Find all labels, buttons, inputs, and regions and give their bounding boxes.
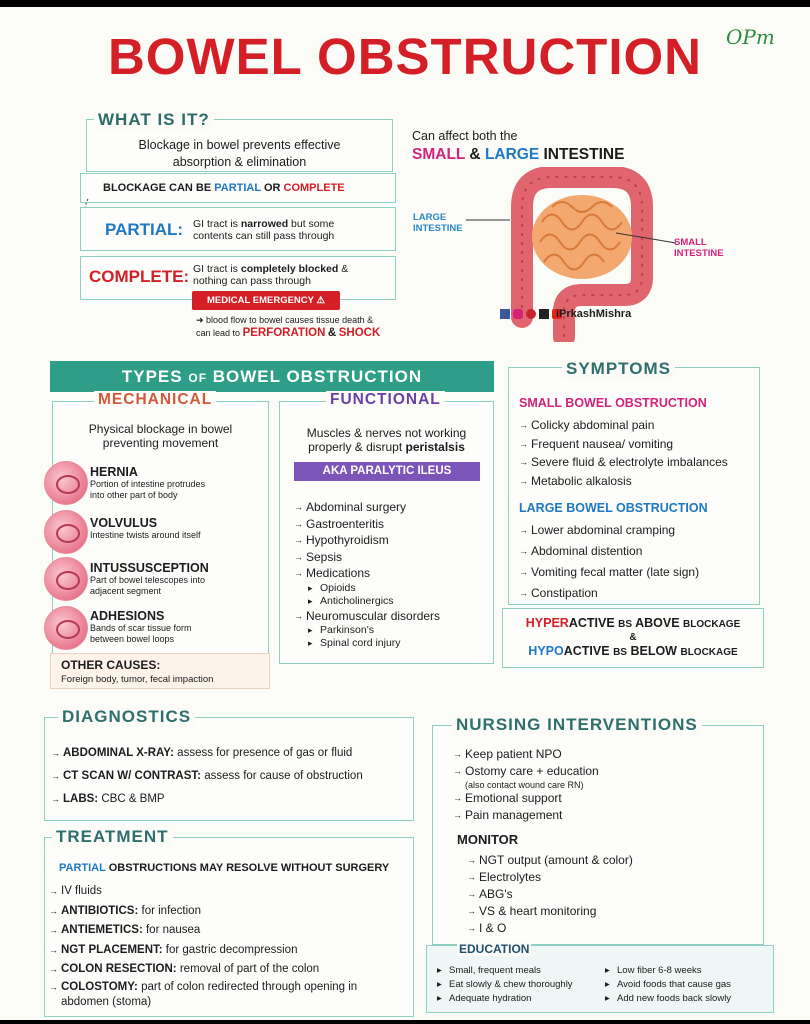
blockage-or: OR	[263, 182, 281, 194]
diagnostics-heading: DIAGNOSTICS	[58, 707, 195, 727]
sbo-list	[519, 416, 728, 490]
list-item: → Sepsis	[294, 549, 440, 566]
paralytic-ileus-badge: AKA PARALYTIC ILEUS	[294, 462, 480, 481]
treatment-note: PARTIAL OBSTRUCTIONS MAY RESOLVE WITHOUT SURGERY	[59, 862, 390, 874]
list-item: ▸ Adequate hydration	[437, 992, 573, 1006]
list-item: → ABG's	[467, 886, 633, 903]
tiktok-icon	[539, 309, 549, 319]
volvulus-icon	[44, 510, 88, 554]
blockage-partial: PARTIAL	[214, 182, 261, 194]
functional-causes-list	[294, 499, 440, 650]
blockage-complete: COMPLETE	[283, 182, 345, 194]
bowel-sounds-box: HYPERACTIVE BS ABOVE BLOCKAGE & HYPOACTIVE BS BELOW BLOCKAGE	[502, 608, 764, 668]
hernia-item: HERNIA Portion of intestine protrudes into other part of body	[90, 465, 206, 500]
infographic-page	[0, 7, 810, 1020]
list-item: ▸ Small, frequent meals	[437, 964, 573, 978]
list-item: ▸ Add new foods back slowly	[605, 992, 731, 1006]
partial-label: PARTIAL:	[105, 220, 184, 239]
list-item: → VS & heart monitoring	[467, 903, 633, 920]
pinterest-icon	[526, 309, 536, 319]
small-intestine-label: SMALL INTESTINE	[674, 237, 724, 259]
partial-description: GI tract is narrowed but some contents can still pass through	[193, 218, 335, 242]
list-item: ▸ Parkinson's	[308, 624, 440, 637]
intussusception-item: INTUSSUSCEPTION Part of bowel telescopes into adjacent segment	[90, 561, 209, 596]
list-item: → COLOSTOMY: part of colon redirected through opening in abdomen (stoma)	[49, 980, 357, 1010]
lbo-list	[519, 520, 699, 604]
list-item: → Neuromuscular disorders ▸ Parkinson's ▸ Spinal cord injury	[294, 608, 440, 651]
list-item: → Keep patient NPO	[453, 746, 599, 763]
list-item: → NGT PLACEMENT: for gastric decompression	[49, 941, 357, 961]
nursing-list	[453, 746, 599, 824]
list-item: ▸ Low fiber 6-8 weeks	[605, 964, 731, 978]
large-intestine-label: LARGE INTESTINE	[413, 212, 463, 234]
intestine-headline: SMALL & LARGE INTESTINE	[412, 146, 625, 163]
list-item: → Abdominal surgery	[294, 499, 440, 516]
list-item: → CT SCAN W/ CONTRAST: assess for cause of obstruction	[51, 765, 363, 788]
list-item: ▸ Eat slowly & chew thoroughly	[437, 978, 573, 992]
education-list-right	[605, 964, 731, 1006]
list-item: → Abdominal distention	[519, 541, 699, 562]
functional-box	[279, 401, 494, 664]
list-item: ▸ Avoid foods that cause gas	[605, 978, 731, 992]
list-item: → Frequent nausea/ vomiting	[519, 435, 728, 454]
nursing-heading: NURSING INTERVENTIONS	[452, 715, 702, 735]
list-item: → Gastroenteritis	[294, 516, 440, 533]
education-heading: EDUCATION	[459, 942, 530, 956]
hernia-icon	[44, 461, 88, 505]
education-box	[426, 942, 774, 1013]
list-item: → Hypothyroidism	[294, 532, 440, 549]
list-item: → Constipation	[519, 583, 699, 604]
list-item: → Severe fluid & electrolyte imbalances	[519, 453, 728, 472]
list-item: → Electrolytes	[467, 869, 633, 886]
facebook-icon	[500, 309, 510, 319]
adhesions-item: ADHESIONS Bands of scar tissue form between bowel loops	[90, 609, 192, 644]
types-banner: TYPES OF BOWEL OBSTRUCTION	[50, 361, 494, 392]
list-item: → ABDOMINAL X-RAY: assess for presence of gas or fluid	[51, 742, 363, 765]
list-item: → Emotional support	[453, 790, 599, 807]
monitor-list	[467, 852, 633, 937]
diagnostics-box	[44, 717, 414, 821]
list-item: → COLON RESECTION: removal of part of the colon	[49, 960, 357, 980]
social-icons	[500, 309, 562, 319]
symptoms-heading: SYMPTOMS	[562, 359, 675, 379]
list-item: → LABS: CBC & BMP	[51, 788, 363, 811]
instagram-icon	[513, 309, 523, 319]
treatment-heading: TREATMENT	[52, 827, 173, 847]
list-item: → Colicky abdominal pain	[519, 416, 728, 435]
mechanical-description: Physical blockage in bowel preventing movement	[88, 422, 233, 450]
list-item: → I & O	[467, 920, 633, 937]
complete-label: COMPLETE:	[89, 267, 190, 286]
list-item: → ANTIBIOTICS: for infection	[49, 902, 357, 922]
author-handle: iPrkashMishra	[556, 308, 632, 320]
lbo-heading: LARGE BOWEL OBSTRUCTION	[519, 501, 708, 515]
list-item: ▸ Spinal cord injury	[308, 637, 440, 650]
list-item: → Metabolic alkalosis	[519, 472, 728, 491]
mechanical-heading: MECHANICAL	[94, 391, 216, 409]
list-item: → NGT output (amount & color)	[467, 852, 633, 869]
list-item: → Ostomy care + education (also contact wound care RN)	[453, 763, 599, 790]
page-title: BOWEL OBSTRUCTION	[107, 28, 703, 85]
functional-heading: FUNCTIONAL	[326, 391, 445, 409]
list-item: → Pain management	[453, 807, 599, 824]
list-item: → Vomiting fecal matter (late sign)	[519, 562, 699, 583]
other-causes-box: OTHER CAUSES: Foreign body, tumor, fecal impaction	[50, 653, 270, 689]
label-pointer-lines	[466, 215, 696, 255]
warning-icon: ⚠	[316, 295, 325, 306]
hyperactive-line: HYPERACTIVE BS ABOVE BLOCKAGE	[525, 616, 741, 630]
medical-emergency-badge: MEDICAL EMERGENCY ⚠	[192, 291, 340, 310]
hypoactive-line: HYPOACTIVE BS BELOW BLOCKAGE	[528, 644, 738, 658]
intussusception-icon	[44, 557, 88, 601]
partial-box	[80, 207, 396, 251]
definition-line-1: Blockage in bowel prevents effective	[138, 138, 341, 152]
functional-description: Muscles & nerves not working properly & disrupt peristalsis	[306, 426, 467, 454]
blood-flow-note: ➜ blood flow to bowel causes tissue death & can lead to PERFORATION & SHOCK	[196, 315, 381, 339]
list-item: → Medications ▸ Opioids ▸ Anticholinergics	[294, 565, 440, 608]
list-item: ▸ Opioids	[308, 582, 440, 595]
education-list-left	[437, 964, 573, 1006]
blockage-type-box	[80, 173, 396, 203]
list-item: → Lower abdominal cramping	[519, 520, 699, 541]
list-item: → IV fluids	[49, 882, 357, 902]
symptoms-box	[508, 367, 760, 605]
complete-description: GI tract is completely blocked & nothing can pass through	[193, 263, 349, 287]
list-item: ▸ Anticholinergics	[308, 595, 440, 608]
treatment-box	[44, 837, 414, 1017]
treatment-list	[49, 882, 357, 1010]
volvulus-item: VOLVULUS Intestine twists around itself	[90, 516, 201, 540]
diagnostics-list	[51, 742, 363, 811]
definition-line-2: absorption & elimination	[172, 155, 307, 169]
nursing-box	[432, 725, 764, 945]
list-item: → ANTIEMETICS: for nausea	[49, 921, 357, 941]
blockage-prefix: BLOCKAGE CAN BE	[103, 182, 212, 194]
monitor-heading: MONITOR	[457, 832, 519, 847]
sbo-heading: SMALL BOWEL OBSTRUCTION	[519, 396, 707, 410]
intestine-intro: Can affect both the	[412, 129, 518, 143]
what-is-it-heading: WHAT IS IT?	[94, 110, 214, 130]
adhesions-icon	[44, 606, 88, 650]
author-signature: OPm	[726, 25, 775, 49]
